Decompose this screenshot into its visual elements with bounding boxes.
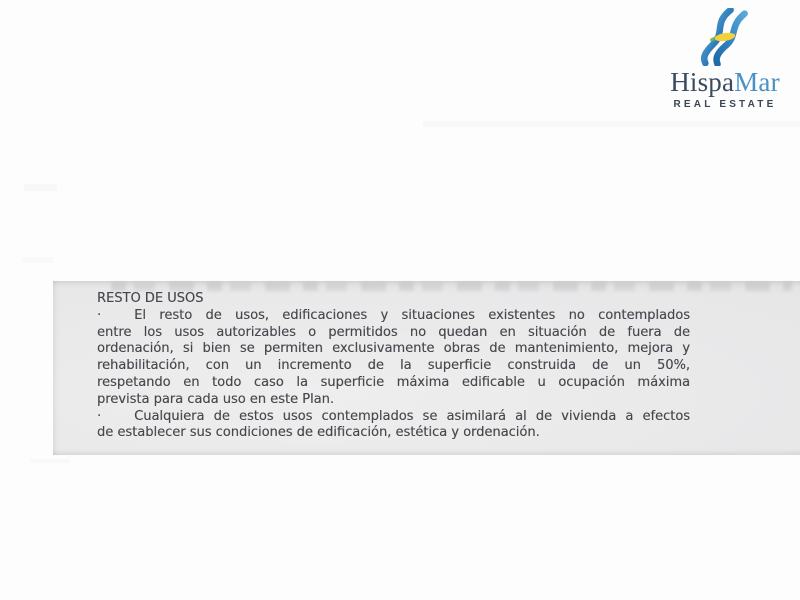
text-line bbox=[97, 392, 690, 409]
scan-bleed-artifact bbox=[30, 459, 70, 463]
section-heading: RESTO DE USOS bbox=[97, 291, 204, 306]
bullet: · bbox=[97, 307, 102, 323]
text-line bbox=[97, 375, 690, 392]
brand-tagline: REAL ESTATE bbox=[673, 99, 777, 110]
brand-wordmark-secondary: Mar bbox=[734, 67, 780, 97]
brand-wordmark bbox=[656, 68, 794, 96]
text-line-content: respetando en todo caso la superficie máxima edificable u ocupación máxima bbox=[97, 374, 690, 390]
scan-bleed-artifact bbox=[423, 121, 800, 127]
scanned-text-block bbox=[53, 281, 800, 455]
text-line bbox=[97, 409, 690, 426]
text-line-content: Cualquiera de estos usos contemplados se asimilará al de vivienda a efectos bbox=[134, 408, 690, 424]
document-text bbox=[97, 291, 690, 442]
scan-ghost-text-strip bbox=[111, 282, 792, 291]
text-line-content: El resto de usos, edificaciones y situaciones existentes no contemplados bbox=[134, 307, 690, 323]
hispamar-logo-icon bbox=[697, 8, 753, 66]
scan-bleed-artifact bbox=[22, 257, 54, 263]
text-line-content: ordenación, si bien se permiten exclusivamente obras de mantenimiento, mejora y bbox=[97, 341, 690, 357]
brand-wordmark-primary: Hispa bbox=[670, 67, 735, 97]
text-line-content: rehabilitación, con un incremento de la superficie construida de un 50%, bbox=[97, 358, 690, 374]
text-line bbox=[97, 425, 690, 442]
text-line-content: de establecer sus condiciones de edificación, estética y ordenación. bbox=[97, 425, 540, 441]
scan-bleed-artifact bbox=[24, 184, 57, 191]
text-line bbox=[97, 325, 690, 342]
text-line bbox=[97, 308, 690, 325]
text-line-content: prevista para cada uso en este Plan. bbox=[97, 391, 334, 407]
bullet: · bbox=[97, 408, 102, 424]
text-line-content: entre los usos autorizables o permitidos no quedan en situación de fuera de bbox=[97, 324, 690, 340]
text-line bbox=[97, 341, 690, 358]
text-line bbox=[97, 358, 690, 375]
brand-logo bbox=[656, 8, 794, 110]
